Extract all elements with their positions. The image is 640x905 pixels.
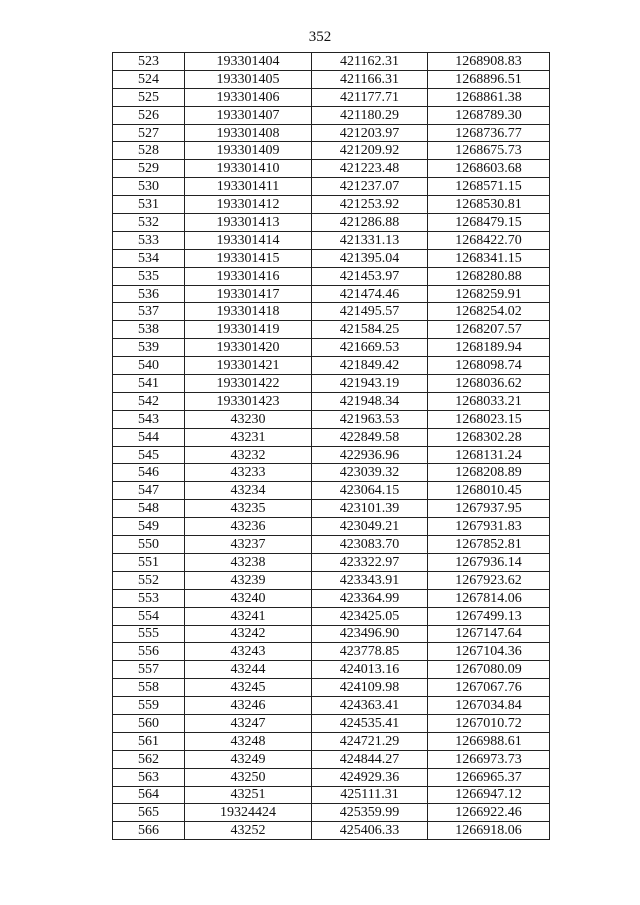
point-id-cell: 193301404: [185, 53, 312, 71]
point-id-cell: 43232: [185, 446, 312, 464]
row-index-cell: 533: [113, 231, 185, 249]
point-id-cell: 193301409: [185, 142, 312, 160]
row-index-cell: 526: [113, 106, 185, 124]
table-row: [113, 285, 550, 303]
row-index-cell: 523: [113, 53, 185, 71]
point-id-cell: 43250: [185, 768, 312, 786]
row-index-cell: 537: [113, 303, 185, 321]
point-id-cell: 43238: [185, 553, 312, 571]
table-row: [113, 375, 550, 393]
row-index-cell: 546: [113, 464, 185, 482]
y-coordinate-cell: 1267936.14: [428, 553, 550, 571]
y-coordinate-cell: 1268131.24: [428, 446, 550, 464]
row-index-cell: 552: [113, 571, 185, 589]
x-coordinate-cell: 421474.46: [312, 285, 428, 303]
row-index-cell: 524: [113, 70, 185, 88]
table-row: [113, 464, 550, 482]
row-index-cell: 547: [113, 482, 185, 500]
row-index-cell: 530: [113, 178, 185, 196]
point-id-cell: 193301407: [185, 106, 312, 124]
point-id-cell: 43248: [185, 732, 312, 750]
x-coordinate-cell: 421177.71: [312, 88, 428, 106]
row-index-cell: 554: [113, 607, 185, 625]
x-coordinate-cell: 421948.34: [312, 392, 428, 410]
table-row: [113, 822, 550, 840]
table-row: [113, 607, 550, 625]
y-coordinate-cell: 1266988.61: [428, 732, 550, 750]
point-id-cell: 43246: [185, 697, 312, 715]
x-coordinate-cell: 421495.57: [312, 303, 428, 321]
y-coordinate-cell: 1268208.89: [428, 464, 550, 482]
point-id-cell: 193301406: [185, 88, 312, 106]
x-coordinate-cell: 423083.70: [312, 536, 428, 554]
y-coordinate-cell: 1268207.57: [428, 321, 550, 339]
row-index-cell: 555: [113, 625, 185, 643]
x-coordinate-cell: 423496.90: [312, 625, 428, 643]
x-coordinate-cell: 425406.33: [312, 822, 428, 840]
point-id-cell: 193301410: [185, 160, 312, 178]
row-index-cell: 563: [113, 768, 185, 786]
y-coordinate-cell: 1268098.74: [428, 357, 550, 375]
point-id-cell: 43237: [185, 536, 312, 554]
row-index-cell: 550: [113, 536, 185, 554]
table-row: [113, 321, 550, 339]
point-id-cell: 43247: [185, 714, 312, 732]
y-coordinate-cell: 1268530.81: [428, 196, 550, 214]
point-id-cell: 43252: [185, 822, 312, 840]
row-index-cell: 532: [113, 214, 185, 232]
x-coordinate-cell: 421223.48: [312, 160, 428, 178]
row-index-cell: 539: [113, 339, 185, 357]
point-id-cell: 193301421: [185, 357, 312, 375]
y-coordinate-cell: 1268302.28: [428, 428, 550, 446]
point-id-cell: 193301416: [185, 267, 312, 285]
y-coordinate-cell: 1268861.38: [428, 88, 550, 106]
row-index-cell: 525: [113, 88, 185, 106]
y-coordinate-cell: 1267080.09: [428, 661, 550, 679]
table-row: [113, 303, 550, 321]
x-coordinate-cell: 421453.97: [312, 267, 428, 285]
point-id-cell: 193301414: [185, 231, 312, 249]
table-row: [113, 231, 550, 249]
table-row: [113, 732, 550, 750]
row-index-cell: 538: [113, 321, 185, 339]
row-index-cell: 564: [113, 786, 185, 804]
y-coordinate-cell: 1268789.30: [428, 106, 550, 124]
table-row: [113, 53, 550, 71]
x-coordinate-cell: 423049.21: [312, 518, 428, 536]
y-coordinate-cell: 1268259.91: [428, 285, 550, 303]
point-id-cell: 193301411: [185, 178, 312, 196]
x-coordinate-cell: 421395.04: [312, 249, 428, 267]
row-index-cell: 541: [113, 375, 185, 393]
table-row: [113, 410, 550, 428]
point-id-cell: 43240: [185, 589, 312, 607]
y-coordinate-cell: 1266973.73: [428, 750, 550, 768]
table-row: [113, 196, 550, 214]
y-coordinate-cell: 1268023.15: [428, 410, 550, 428]
point-id-cell: 43239: [185, 571, 312, 589]
y-coordinate-cell: 1268280.88: [428, 267, 550, 285]
y-coordinate-cell: 1267010.72: [428, 714, 550, 732]
table-body: [113, 53, 550, 840]
y-coordinate-cell: 1268033.21: [428, 392, 550, 410]
y-coordinate-cell: 1268908.83: [428, 53, 550, 71]
table-row: [113, 214, 550, 232]
point-id-cell: 43235: [185, 500, 312, 518]
x-coordinate-cell: 421331.13: [312, 231, 428, 249]
x-coordinate-cell: 424013.16: [312, 661, 428, 679]
x-coordinate-cell: 421286.88: [312, 214, 428, 232]
x-coordinate-cell: 421237.07: [312, 178, 428, 196]
point-id-cell: 43251: [185, 786, 312, 804]
table-row: [113, 357, 550, 375]
y-coordinate-cell: 1268189.94: [428, 339, 550, 357]
point-id-cell: 193301415: [185, 249, 312, 267]
x-coordinate-cell: 421166.31: [312, 70, 428, 88]
point-id-cell: 193301413: [185, 214, 312, 232]
row-index-cell: 542: [113, 392, 185, 410]
row-index-cell: 529: [113, 160, 185, 178]
x-coordinate-cell: 423101.39: [312, 500, 428, 518]
table-row: [113, 446, 550, 464]
point-id-cell: 193301420: [185, 339, 312, 357]
row-index-cell: 543: [113, 410, 185, 428]
point-id-cell: 19324424: [185, 804, 312, 822]
row-index-cell: 551: [113, 553, 185, 571]
table-row: [113, 589, 550, 607]
x-coordinate-cell: 423343.91: [312, 571, 428, 589]
table-row: [113, 178, 550, 196]
point-id-cell: 43245: [185, 679, 312, 697]
point-id-cell: 43231: [185, 428, 312, 446]
table-row: [113, 643, 550, 661]
x-coordinate-cell: 423778.85: [312, 643, 428, 661]
row-index-cell: 565: [113, 804, 185, 822]
y-coordinate-cell: 1266947.12: [428, 786, 550, 804]
x-coordinate-cell: 421943.19: [312, 375, 428, 393]
point-id-cell: 43249: [185, 750, 312, 768]
y-coordinate-cell: 1267937.95: [428, 500, 550, 518]
point-id-cell: 193301405: [185, 70, 312, 88]
table-row: [113, 750, 550, 768]
x-coordinate-cell: 421203.97: [312, 124, 428, 142]
x-coordinate-cell: 425111.31: [312, 786, 428, 804]
x-coordinate-cell: 421180.29: [312, 106, 428, 124]
y-coordinate-cell: 1266922.46: [428, 804, 550, 822]
table-row: [113, 249, 550, 267]
row-index-cell: 561: [113, 732, 185, 750]
row-index-cell: 566: [113, 822, 185, 840]
x-coordinate-cell: 423364.99: [312, 589, 428, 607]
row-index-cell: 540: [113, 357, 185, 375]
x-coordinate-cell: 421963.53: [312, 410, 428, 428]
point-id-cell: 193301418: [185, 303, 312, 321]
x-coordinate-cell: 421669.53: [312, 339, 428, 357]
x-coordinate-cell: 421209.92: [312, 142, 428, 160]
x-coordinate-cell: 423425.05: [312, 607, 428, 625]
row-index-cell: 556: [113, 643, 185, 661]
table-row: [113, 553, 550, 571]
point-id-cell: 43236: [185, 518, 312, 536]
row-index-cell: 528: [113, 142, 185, 160]
row-index-cell: 536: [113, 285, 185, 303]
point-id-cell: 193301422: [185, 375, 312, 393]
table-row: [113, 679, 550, 697]
table-row: [113, 697, 550, 715]
row-index-cell: 544: [113, 428, 185, 446]
x-coordinate-cell: 421584.25: [312, 321, 428, 339]
row-index-cell: 534: [113, 249, 185, 267]
x-coordinate-cell: 425359.99: [312, 804, 428, 822]
y-coordinate-cell: 1267147.64: [428, 625, 550, 643]
row-index-cell: 562: [113, 750, 185, 768]
x-coordinate-cell: 422849.58: [312, 428, 428, 446]
y-coordinate-cell: 1267931.83: [428, 518, 550, 536]
y-coordinate-cell: 1267499.13: [428, 607, 550, 625]
table-row: [113, 428, 550, 446]
x-coordinate-cell: 423064.15: [312, 482, 428, 500]
y-coordinate-cell: 1266918.06: [428, 822, 550, 840]
y-coordinate-cell: 1268571.15: [428, 178, 550, 196]
point-id-cell: 43230: [185, 410, 312, 428]
row-index-cell: 535: [113, 267, 185, 285]
y-coordinate-cell: 1268675.73: [428, 142, 550, 160]
table-row: [113, 70, 550, 88]
y-coordinate-cell: 1267852.81: [428, 536, 550, 554]
y-coordinate-cell: 1267814.06: [428, 589, 550, 607]
row-index-cell: 557: [113, 661, 185, 679]
table-row: [113, 786, 550, 804]
point-id-cell: 43234: [185, 482, 312, 500]
x-coordinate-cell: 424535.41: [312, 714, 428, 732]
x-coordinate-cell: 424363.41: [312, 697, 428, 715]
y-coordinate-cell: 1268896.51: [428, 70, 550, 88]
table-row: [113, 518, 550, 536]
y-coordinate-cell: 1267034.84: [428, 697, 550, 715]
row-index-cell: 553: [113, 589, 185, 607]
x-coordinate-cell: 421162.31: [312, 53, 428, 71]
row-index-cell: 527: [113, 124, 185, 142]
row-index-cell: 531: [113, 196, 185, 214]
table-row: [113, 714, 550, 732]
row-index-cell: 549: [113, 518, 185, 536]
y-coordinate-cell: 1267067.76: [428, 679, 550, 697]
point-id-cell: 193301419: [185, 321, 312, 339]
point-id-cell: 43244: [185, 661, 312, 679]
point-id-cell: 193301408: [185, 124, 312, 142]
table-row: [113, 625, 550, 643]
coordinate-table: [112, 52, 550, 840]
table-row: [113, 106, 550, 124]
x-coordinate-cell: 424721.29: [312, 732, 428, 750]
point-id-cell: 43242: [185, 625, 312, 643]
table-row: [113, 500, 550, 518]
point-id-cell: 43243: [185, 643, 312, 661]
y-coordinate-cell: 1267104.36: [428, 643, 550, 661]
x-coordinate-cell: 423039.32: [312, 464, 428, 482]
y-coordinate-cell: 1268341.15: [428, 249, 550, 267]
y-coordinate-cell: 1268603.68: [428, 160, 550, 178]
table-row: [113, 804, 550, 822]
table-row: [113, 768, 550, 786]
y-coordinate-cell: 1268010.45: [428, 482, 550, 500]
y-coordinate-cell: 1268036.62: [428, 375, 550, 393]
x-coordinate-cell: 424844.27: [312, 750, 428, 768]
point-id-cell: 193301417: [185, 285, 312, 303]
y-coordinate-cell: 1268422.70: [428, 231, 550, 249]
y-coordinate-cell: 1266965.37: [428, 768, 550, 786]
point-id-cell: 193301423: [185, 392, 312, 410]
y-coordinate-cell: 1268736.77: [428, 124, 550, 142]
row-index-cell: 545: [113, 446, 185, 464]
table-row: [113, 536, 550, 554]
x-coordinate-cell: 421253.92: [312, 196, 428, 214]
point-id-cell: 193301412: [185, 196, 312, 214]
row-index-cell: 559: [113, 697, 185, 715]
table-row: [113, 339, 550, 357]
table-row: [113, 142, 550, 160]
row-index-cell: 558: [113, 679, 185, 697]
x-coordinate-cell: 423322.97: [312, 553, 428, 571]
table-row: [113, 267, 550, 285]
x-coordinate-cell: 422936.96: [312, 446, 428, 464]
table-row: [113, 124, 550, 142]
table-row: [113, 392, 550, 410]
x-coordinate-cell: 424929.36: [312, 768, 428, 786]
table-row: [113, 571, 550, 589]
y-coordinate-cell: 1268479.15: [428, 214, 550, 232]
point-id-cell: 43233: [185, 464, 312, 482]
table-row: [113, 482, 550, 500]
table-row: [113, 88, 550, 106]
row-index-cell: 560: [113, 714, 185, 732]
table-row: [113, 160, 550, 178]
x-coordinate-cell: 424109.98: [312, 679, 428, 697]
table-row: [113, 661, 550, 679]
y-coordinate-cell: 1267923.62: [428, 571, 550, 589]
page-number: 352: [308, 29, 332, 45]
x-coordinate-cell: 421849.42: [312, 357, 428, 375]
row-index-cell: 548: [113, 500, 185, 518]
point-id-cell: 43241: [185, 607, 312, 625]
y-coordinate-cell: 1268254.02: [428, 303, 550, 321]
